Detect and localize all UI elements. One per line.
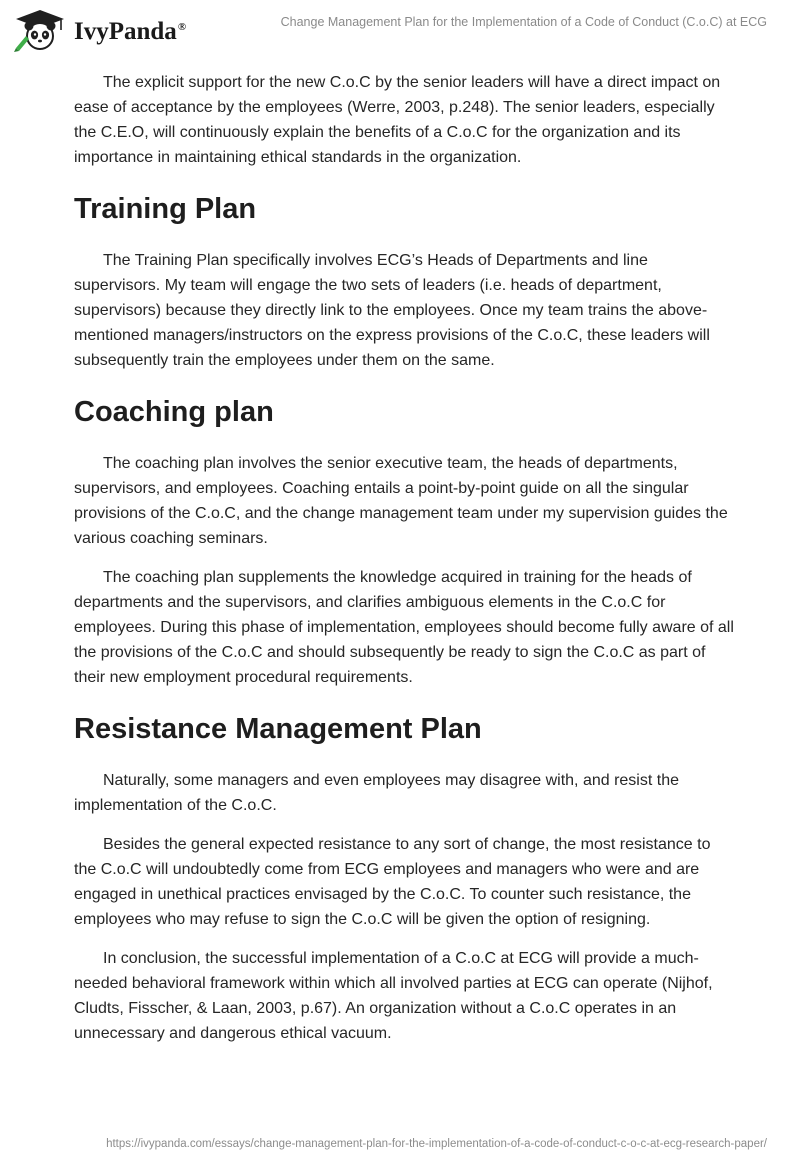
source-url-link[interactable]: https://ivypanda.com/essays/change-management-plan-for-the-implementation-of-a-code-of-conduct-c-o-c-at-ecg-research-paper/	[106, 1138, 767, 1150]
paragraph: The coaching plan involves the senior executive team, the heads of departments, supervisors, and employees. Coaching entails a point-by-point guide on all the singular provisions of the C.o.C, and the change management team under my supervision guides the various coaching seminars.	[74, 455, 728, 547]
registered-mark: ®	[177, 20, 187, 33]
paragraph: The explicit support for the new C.o.C by the senior leaders will have a direct impact on ease of acceptance by the employees (Werre, 2003, p.248). The senior leaders, especially the C.E.O, will continuously explain the benefits of a C.o.C for the organization and its importance in maintaining ethical standards in the organization.	[74, 74, 721, 166]
paragraph: In conclusion, the successful implementation of a C.o.C at ECG will provide a much-needed behavioral framework within which all involved parties at ECG can operate (Nijhof, Cludts, Fisscher, & Laan, 2003, p.67). An organization without a C.o.C operates in an unnecessary and dangerous ethical vacuum.	[74, 950, 713, 1042]
paragraph: The Training Plan specifically involves ECG’s Heads of Departments and line supervisors. My team will engage the two sets of leaders (i.e. heads of department, supervisors) because they directly link to the employees. Once my team trains the above-mentioned managers/instructors on the express provisions of the C.o.C, these leaders will subsequently train the employees under them on the same.	[74, 252, 710, 369]
brand-name	[74, 18, 186, 46]
brand-text: IvyPanda	[74, 18, 177, 45]
paragraph: The coaching plan supplements the knowledge acquired in training for the heads of departments and the supervisors, and clarifies ambiguous elements in the C.o.C for employees. During this phase of implementation, employees should become fully aware of all the provisions of the C.o.C and should subsequently be ready to sign the C.o.C as part of their new employment procedural requirements.	[74, 569, 734, 686]
paragraph: Naturally, some managers and even employees may disagree with, and resist the implementation of the C.o.C.	[74, 772, 679, 814]
brand-logo[interactable]	[12, 8, 186, 52]
essay-body	[74, 70, 734, 1060]
section-heading-resistance: Resistance Management Plan	[74, 713, 482, 745]
document-title: Change Management Plan for the Implementation of a Code of Conduct (C.o.C) at ECG	[280, 15, 767, 29]
page-header	[0, 0, 800, 60]
paragraph: Besides the general expected resistance to any sort of change, the most resistance to the C.o.C will undoubtedly come from ECG employees and managers who were and are engaged in unethical practices envisaged by the C.o.C. To counter such resistance, the employees who may refuse to sign the C.o.C will be given the option of resigning.	[74, 836, 711, 928]
panda-graduate-icon	[12, 8, 68, 52]
section-heading-coaching: Coaching plan	[74, 396, 274, 428]
section-heading-training: Training Plan	[74, 193, 257, 225]
